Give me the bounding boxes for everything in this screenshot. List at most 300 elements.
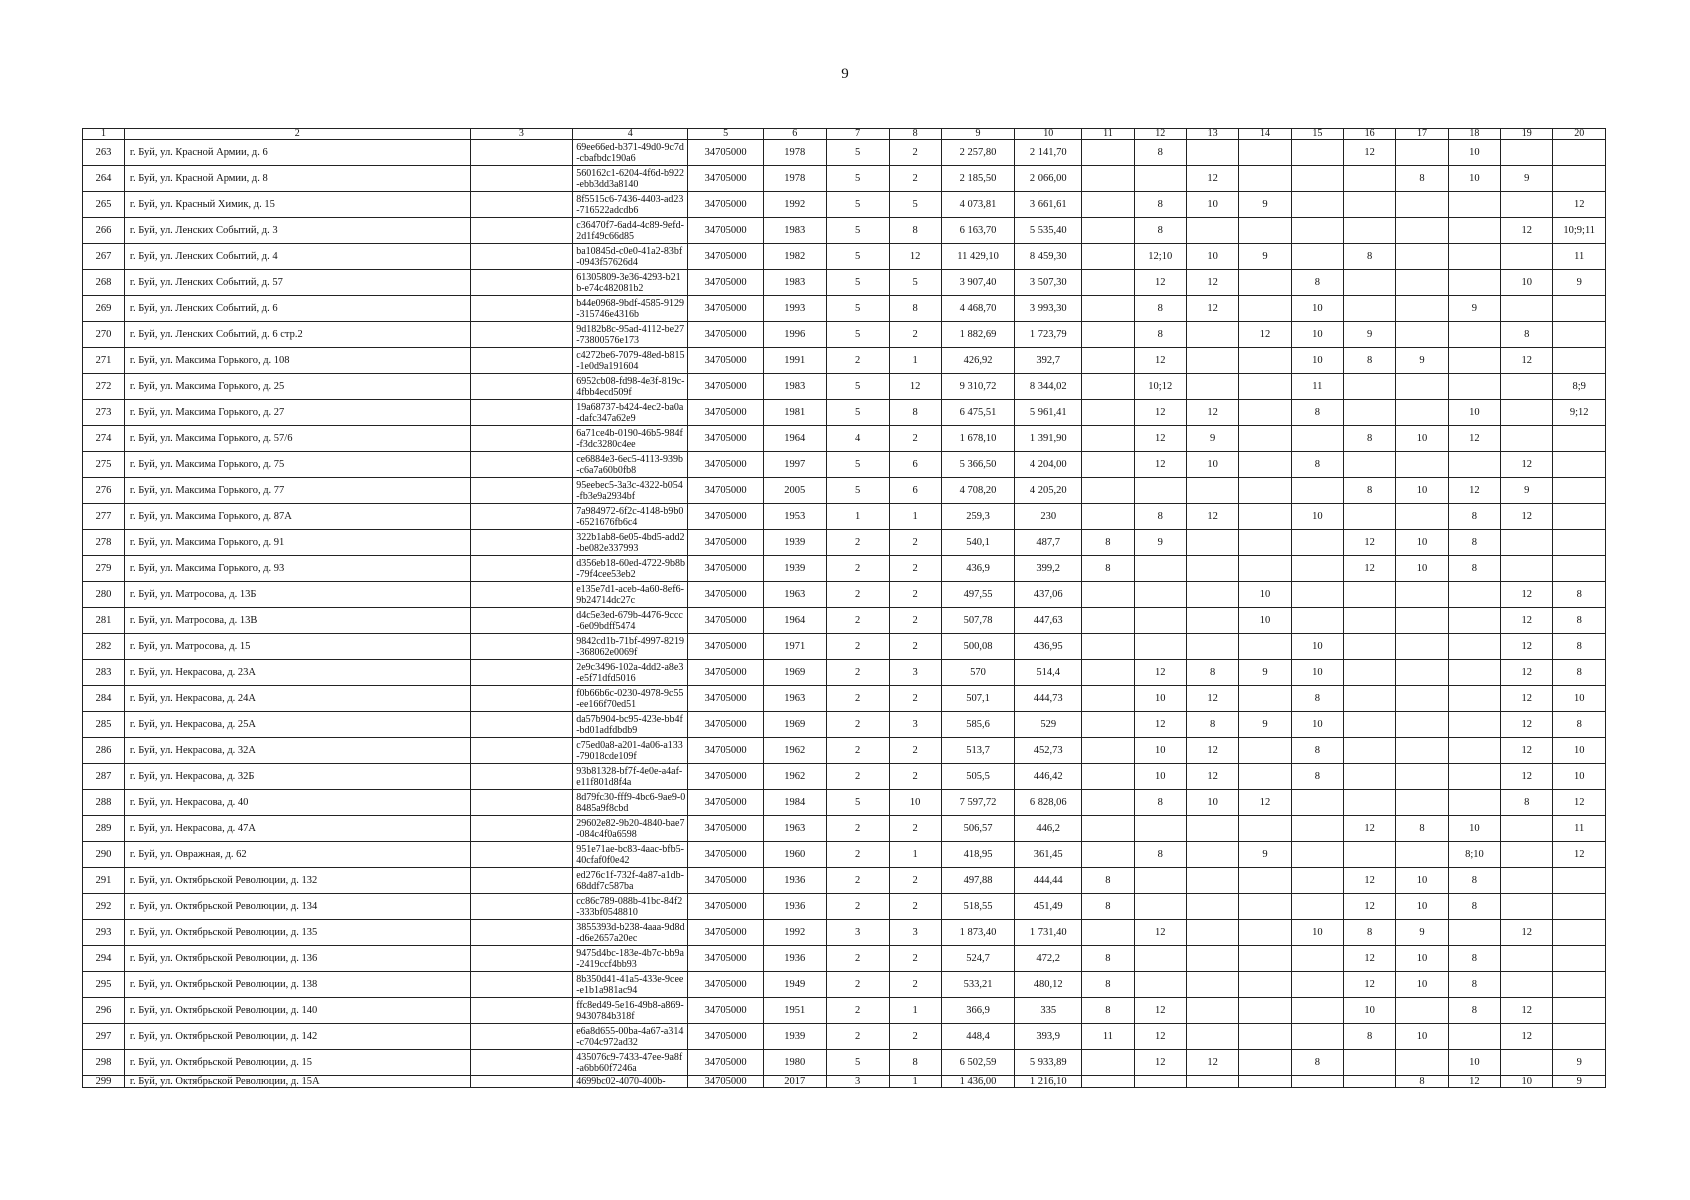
value-cell: 8 (1396, 1076, 1448, 1088)
entrances-cell: 2 (889, 634, 941, 660)
value-cell: 9 (1134, 530, 1186, 556)
value-cell (1396, 660, 1448, 686)
value-cell (1344, 452, 1396, 478)
row-number-cell: 275 (83, 452, 125, 478)
total-area-cell: 2 185,50 (941, 166, 1014, 192)
value-cell (1239, 530, 1291, 556)
table-row (83, 244, 1606, 270)
empty-cell (470, 478, 573, 504)
value-cell (1291, 530, 1343, 556)
table-row (83, 842, 1606, 868)
entrances-cell: 2 (889, 426, 941, 452)
value-cell (1134, 946, 1186, 972)
empty-cell (470, 296, 573, 322)
page-number: 9 (841, 66, 849, 82)
value-cell (1396, 322, 1448, 348)
value-cell: 9 (1553, 270, 1606, 296)
value-cell: 8;9 (1553, 374, 1606, 400)
total-area-cell: 4 468,70 (941, 296, 1014, 322)
column-number-cell: 17 (1396, 129, 1448, 140)
oktmo-cell: 34705000 (688, 166, 763, 192)
column-number-cell: 10 (1015, 129, 1082, 140)
entrances-cell: 2 (889, 946, 941, 972)
value-cell: 8 (1082, 972, 1134, 998)
living-area-cell: 5 961,41 (1015, 400, 1082, 426)
value-cell (1239, 452, 1291, 478)
floors-cell: 5 (826, 192, 889, 218)
living-area-cell: 230 (1015, 504, 1082, 530)
value-cell (1553, 452, 1606, 478)
column-number-cell: 2 (124, 129, 470, 140)
value-cell (1344, 738, 1396, 764)
empty-cell (470, 1050, 573, 1076)
total-area-cell: 259,3 (941, 504, 1014, 530)
value-cell (1344, 270, 1396, 296)
entrances-cell: 3 (889, 712, 941, 738)
value-cell: 12 (1186, 296, 1238, 322)
value-cell: 11 (1553, 816, 1606, 842)
value-cell: 9;12 (1553, 400, 1606, 426)
entrances-cell: 2 (889, 816, 941, 842)
floors-cell: 5 (826, 270, 889, 296)
value-cell (1344, 660, 1396, 686)
empty-cell (470, 452, 573, 478)
value-cell: 8 (1448, 972, 1500, 998)
value-cell (1134, 1076, 1186, 1088)
value-cell: 10 (1291, 634, 1343, 660)
value-cell (1082, 686, 1134, 712)
value-cell: 12 (1501, 764, 1553, 790)
year-cell: 1964 (763, 426, 826, 452)
total-area-cell: 585,6 (941, 712, 1014, 738)
guid-cell: 2e9c3496-102a-4dd2-a8e3-e5f71dfd5016 (573, 660, 688, 686)
year-cell: 1962 (763, 738, 826, 764)
oktmo-cell: 34705000 (688, 634, 763, 660)
empty-cell (470, 140, 573, 166)
total-area-cell: 506,57 (941, 816, 1014, 842)
value-cell: 8 (1291, 1050, 1343, 1076)
value-cell: 12 (1344, 816, 1396, 842)
entrances-cell: 1 (889, 842, 941, 868)
oktmo-cell: 34705000 (688, 218, 763, 244)
row-number-cell: 295 (83, 972, 125, 998)
floors-cell: 2 (826, 1024, 889, 1050)
value-cell: 9 (1239, 244, 1291, 270)
value-cell: 12 (1134, 452, 1186, 478)
value-cell: 12 (1501, 998, 1553, 1024)
table-row (83, 998, 1606, 1024)
value-cell: 12 (1344, 140, 1396, 166)
value-cell (1186, 816, 1238, 842)
value-cell (1291, 582, 1343, 608)
value-cell: 12 (1448, 478, 1500, 504)
value-cell: 10 (1186, 790, 1238, 816)
empty-cell (470, 218, 573, 244)
value-cell (1186, 218, 1238, 244)
value-cell (1344, 686, 1396, 712)
living-area-cell: 472,2 (1015, 946, 1082, 972)
oktmo-cell: 34705000 (688, 582, 763, 608)
floors-cell: 2 (826, 946, 889, 972)
oktmo-cell: 34705000 (688, 244, 763, 270)
total-area-cell: 418,95 (941, 842, 1014, 868)
living-area-cell: 3 993,30 (1015, 296, 1082, 322)
value-cell: 8 (1553, 582, 1606, 608)
value-cell (1291, 868, 1343, 894)
value-cell: 10;9;11 (1553, 218, 1606, 244)
guid-cell: 69ee66ed-b371-49d0-9c7d-cbafbdc190a6 (573, 140, 688, 166)
value-cell (1239, 764, 1291, 790)
guid-cell: d4c5e3ed-679b-4476-9ccc-6e09bdff5474 (573, 608, 688, 634)
empty-cell (470, 1076, 573, 1088)
value-cell: 9 (1239, 192, 1291, 218)
floors-cell: 3 (826, 1076, 889, 1088)
guid-cell: c36470f7-6ad4-4c89-9efd-2d1f49c66d85 (573, 218, 688, 244)
floors-cell: 5 (826, 322, 889, 348)
value-cell: 10 (1344, 998, 1396, 1024)
value-cell: 10 (1448, 140, 1500, 166)
value-cell (1291, 998, 1343, 1024)
column-number-cell: 11 (1082, 129, 1134, 140)
value-cell (1082, 582, 1134, 608)
value-cell (1344, 400, 1396, 426)
oktmo-cell: 34705000 (688, 686, 763, 712)
living-area-cell: 399,2 (1015, 556, 1082, 582)
column-number-cell: 7 (826, 129, 889, 140)
floors-cell: 2 (826, 348, 889, 374)
value-cell (1082, 478, 1134, 504)
address-cell: г. Буй, ул. Ленских Событий, д. 6 (124, 296, 470, 322)
oktmo-cell: 34705000 (688, 608, 763, 634)
floors-cell: 2 (826, 608, 889, 634)
guid-cell: 560162c1-6204-4f6d-b922-ebb3dd3a8140 (573, 166, 688, 192)
floors-cell: 5 (826, 166, 889, 192)
value-cell (1553, 322, 1606, 348)
value-cell (1396, 842, 1448, 868)
floors-cell: 5 (826, 140, 889, 166)
total-area-cell: 4 708,20 (941, 478, 1014, 504)
row-number-cell: 276 (83, 478, 125, 504)
value-cell: 10 (1553, 764, 1606, 790)
value-cell (1239, 556, 1291, 582)
value-cell (1501, 842, 1553, 868)
value-cell (1448, 1024, 1500, 1050)
value-cell (1448, 634, 1500, 660)
year-cell: 1936 (763, 894, 826, 920)
oktmo-cell: 34705000 (688, 426, 763, 452)
living-area-cell: 446,2 (1015, 816, 1082, 842)
value-cell (1186, 842, 1238, 868)
value-cell (1448, 686, 1500, 712)
value-cell: 9 (1239, 842, 1291, 868)
value-cell: 12 (1134, 426, 1186, 452)
year-cell: 1969 (763, 660, 826, 686)
oktmo-cell: 34705000 (688, 296, 763, 322)
value-cell: 9 (1396, 348, 1448, 374)
column-number-cell: 15 (1291, 129, 1343, 140)
oktmo-cell: 34705000 (688, 816, 763, 842)
year-cell: 1992 (763, 920, 826, 946)
total-area-cell: 540,1 (941, 530, 1014, 556)
value-cell (1448, 764, 1500, 790)
entrances-cell: 2 (889, 868, 941, 894)
value-cell (1239, 218, 1291, 244)
living-area-cell: 444,44 (1015, 868, 1082, 894)
value-cell (1186, 998, 1238, 1024)
living-area-cell: 5 535,40 (1015, 218, 1082, 244)
value-cell (1239, 478, 1291, 504)
empty-cell (470, 192, 573, 218)
table-row (83, 894, 1606, 920)
value-cell (1239, 972, 1291, 998)
living-area-cell: 393,9 (1015, 1024, 1082, 1050)
entrances-cell: 8 (889, 1050, 941, 1076)
value-cell (1291, 842, 1343, 868)
entrances-cell: 2 (889, 972, 941, 998)
oktmo-cell: 34705000 (688, 530, 763, 556)
empty-cell (470, 244, 573, 270)
total-area-cell: 6 163,70 (941, 218, 1014, 244)
value-cell (1239, 868, 1291, 894)
row-number-cell: 274 (83, 426, 125, 452)
value-cell: 8 (1344, 348, 1396, 374)
table-row (83, 686, 1606, 712)
entrances-cell: 10 (889, 790, 941, 816)
oktmo-cell: 34705000 (688, 1050, 763, 1076)
address-cell: г. Буй, ул. Октябрьской Революции, д. 135 (124, 920, 470, 946)
value-cell: 12 (1186, 738, 1238, 764)
value-cell (1291, 946, 1343, 972)
empty-cell (470, 1024, 573, 1050)
living-area-cell: 2 066,00 (1015, 166, 1082, 192)
value-cell (1396, 738, 1448, 764)
value-cell: 12 (1501, 634, 1553, 660)
year-cell: 1963 (763, 582, 826, 608)
living-area-cell: 4 204,00 (1015, 452, 1082, 478)
value-cell (1082, 140, 1134, 166)
year-cell: 1971 (763, 634, 826, 660)
value-cell (1396, 218, 1448, 244)
value-cell (1553, 504, 1606, 530)
value-cell (1291, 166, 1343, 192)
empty-cell (470, 764, 573, 790)
address-cell: г. Буй, ул. Максима Горького, д. 57/6 (124, 426, 470, 452)
value-cell: 9 (1501, 478, 1553, 504)
value-cell (1448, 348, 1500, 374)
total-area-cell: 11 429,10 (941, 244, 1014, 270)
row-number-cell: 294 (83, 946, 125, 972)
value-cell: 12 (1344, 530, 1396, 556)
value-cell (1344, 166, 1396, 192)
total-area-cell: 524,7 (941, 946, 1014, 972)
value-cell: 10 (1239, 608, 1291, 634)
value-cell (1448, 218, 1500, 244)
value-cell: 8 (1291, 764, 1343, 790)
empty-cell (470, 608, 573, 634)
address-cell: г. Буй, ул. Октябрьской Революции, д. 134 (124, 894, 470, 920)
value-cell: 12 (1501, 608, 1553, 634)
table-row (83, 920, 1606, 946)
column-number-cell: 1 (83, 129, 125, 140)
oktmo-cell: 34705000 (688, 920, 763, 946)
total-area-cell: 505,5 (941, 764, 1014, 790)
table-row (83, 972, 1606, 998)
value-cell (1448, 374, 1500, 400)
value-cell (1396, 1050, 1448, 1076)
floors-cell: 1 (826, 504, 889, 530)
row-number-cell: 289 (83, 816, 125, 842)
value-cell (1448, 920, 1500, 946)
total-area-cell: 4 073,81 (941, 192, 1014, 218)
address-cell: г. Буй, ул. Максима Горького, д. 75 (124, 452, 470, 478)
guid-cell: 6952cb08-fd98-4e3f-819c-4fbb4ecd509f (573, 374, 688, 400)
total-area-cell: 513,7 (941, 738, 1014, 764)
table-row (83, 1076, 1606, 1088)
value-cell: 8 (1291, 686, 1343, 712)
table-row (83, 608, 1606, 634)
guid-cell: 93b81328-bf7f-4e0e-a4af-e11f801d8f4a (573, 764, 688, 790)
value-cell (1239, 686, 1291, 712)
empty-cell (470, 660, 573, 686)
total-area-cell: 497,55 (941, 582, 1014, 608)
row-number-cell: 271 (83, 348, 125, 374)
year-cell: 1984 (763, 790, 826, 816)
value-cell: 10 (1396, 478, 1448, 504)
total-area-cell: 3 907,40 (941, 270, 1014, 296)
value-cell: 8 (1291, 270, 1343, 296)
value-cell (1239, 400, 1291, 426)
oktmo-cell: 34705000 (688, 556, 763, 582)
value-cell: 8 (1344, 426, 1396, 452)
value-cell (1396, 608, 1448, 634)
value-cell: 10 (1448, 166, 1500, 192)
oktmo-cell: 34705000 (688, 1076, 763, 1088)
total-area-cell: 507,1 (941, 686, 1014, 712)
value-cell (1186, 140, 1238, 166)
entrances-cell: 2 (889, 556, 941, 582)
value-cell: 9 (1553, 1050, 1606, 1076)
value-cell (1239, 1076, 1291, 1088)
value-cell: 8 (1134, 322, 1186, 348)
value-cell (1396, 140, 1448, 166)
value-cell (1082, 166, 1134, 192)
value-cell (1082, 660, 1134, 686)
year-cell: 1951 (763, 998, 826, 1024)
floors-cell: 5 (826, 1050, 889, 1076)
table-row (83, 296, 1606, 322)
value-cell (1344, 582, 1396, 608)
value-cell: 11 (1291, 374, 1343, 400)
empty-cell (470, 868, 573, 894)
value-cell: 12 (1134, 400, 1186, 426)
empty-cell (470, 400, 573, 426)
value-cell (1553, 478, 1606, 504)
value-cell (1448, 192, 1500, 218)
column-number-cell: 3 (470, 129, 573, 140)
value-cell (1186, 920, 1238, 946)
value-cell: 8 (1553, 608, 1606, 634)
value-cell (1291, 790, 1343, 816)
value-cell (1134, 166, 1186, 192)
value-cell (1239, 270, 1291, 296)
address-cell: г. Буй, ул. Максима Горького, д. 87А (124, 504, 470, 530)
entrances-cell: 2 (889, 738, 941, 764)
value-cell (1344, 634, 1396, 660)
year-cell: 1939 (763, 530, 826, 556)
value-cell: 10 (1396, 426, 1448, 452)
row-number-cell: 292 (83, 894, 125, 920)
value-cell: 8 (1448, 504, 1500, 530)
value-cell (1396, 998, 1448, 1024)
floors-cell: 2 (826, 842, 889, 868)
oktmo-cell: 34705000 (688, 764, 763, 790)
year-cell: 1983 (763, 218, 826, 244)
year-cell: 1992 (763, 192, 826, 218)
value-cell: 12 (1501, 738, 1553, 764)
entrances-cell: 5 (889, 270, 941, 296)
value-cell: 8 (1448, 998, 1500, 1024)
value-cell: 8 (1344, 478, 1396, 504)
address-cell: г. Буй, ул. Октябрьской Революции, д. 15А (124, 1076, 470, 1088)
value-cell: 10 (1239, 582, 1291, 608)
row-number-cell: 293 (83, 920, 125, 946)
empty-cell (470, 998, 573, 1024)
value-cell: 8 (1291, 400, 1343, 426)
value-cell: 8 (1501, 790, 1553, 816)
value-cell (1553, 972, 1606, 998)
year-cell: 1996 (763, 322, 826, 348)
oktmo-cell: 34705000 (688, 998, 763, 1024)
value-cell: 12 (1186, 1050, 1238, 1076)
value-cell (1396, 790, 1448, 816)
value-cell (1239, 738, 1291, 764)
living-area-cell: 1 391,90 (1015, 426, 1082, 452)
table-row (83, 192, 1606, 218)
value-cell: 10 (1134, 738, 1186, 764)
value-cell (1082, 400, 1134, 426)
value-cell (1396, 686, 1448, 712)
value-cell: 12 (1344, 868, 1396, 894)
empty-cell (470, 322, 573, 348)
value-cell (1396, 712, 1448, 738)
value-cell: 8 (1082, 998, 1134, 1024)
living-area-cell: 1 731,40 (1015, 920, 1082, 946)
floors-cell: 5 (826, 218, 889, 244)
value-cell: 12 (1134, 998, 1186, 1024)
address-cell: г. Буй, ул. Красной Армии, д. 6 (124, 140, 470, 166)
entrances-cell: 8 (889, 296, 941, 322)
value-cell (1396, 400, 1448, 426)
total-area-cell: 1 678,10 (941, 426, 1014, 452)
row-number-cell: 291 (83, 868, 125, 894)
total-area-cell: 518,55 (941, 894, 1014, 920)
empty-cell (470, 972, 573, 998)
table-row (83, 322, 1606, 348)
guid-cell: ce6884e3-6ec5-4113-939b-c6a7a60b0fb8 (573, 452, 688, 478)
value-cell (1239, 348, 1291, 374)
guid-cell: cc86c789-088b-41bc-84f2-333bf0548810 (573, 894, 688, 920)
value-cell (1344, 504, 1396, 530)
value-cell (1553, 556, 1606, 582)
value-cell: 8 (1501, 322, 1553, 348)
floors-cell: 5 (826, 400, 889, 426)
address-cell: г. Буй, ул. Овражная, д. 62 (124, 842, 470, 868)
value-cell (1448, 452, 1500, 478)
address-cell: г. Буй, ул. Максима Горького, д. 27 (124, 400, 470, 426)
value-cell: 12 (1448, 426, 1500, 452)
table-row (83, 166, 1606, 192)
guid-cell: 6a71ce4b-0190-46b5-984f-f3dc3280c4ee (573, 426, 688, 452)
